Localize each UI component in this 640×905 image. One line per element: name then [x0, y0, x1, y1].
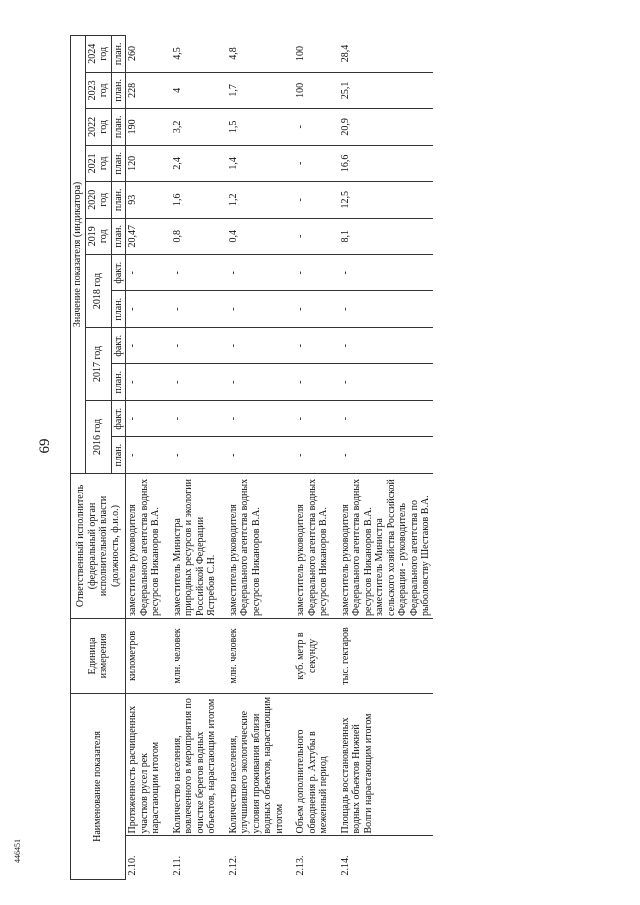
spacer-cell: [286, 182, 294, 218]
table-row: [126, 36, 163, 880]
value-cell: 4,8: [227, 36, 287, 73]
header-plan: план.: [111, 291, 126, 327]
value-cell: 100: [294, 72, 331, 108]
spacer-cell: [163, 145, 171, 181]
row-index: 2.12.: [227, 855, 239, 876]
value-cell: -: [339, 364, 433, 400]
spacer-cell: [331, 473, 339, 618]
header-year-2016: 2016 год: [85, 400, 111, 473]
value-cell: -: [294, 327, 331, 363]
spacer-cell: [219, 109, 227, 145]
spacer-cell: [331, 255, 339, 291]
spacer-cell: [286, 327, 294, 363]
table-row: [294, 36, 331, 880]
spacer-cell: [331, 145, 339, 181]
unit-cell: млн. человек: [171, 618, 219, 693]
value-cell: -: [126, 400, 163, 436]
row-spacer: [219, 36, 227, 880]
value-cell: 28,4: [339, 36, 433, 73]
spacer-cell: [219, 145, 227, 181]
value-cell: -: [294, 400, 331, 436]
header-unit: Единица измерения: [71, 618, 126, 693]
table-body: [126, 36, 433, 880]
spacer-cell: [219, 218, 227, 254]
spacer-cell: [163, 693, 171, 836]
value-cell: 1,4: [227, 145, 287, 181]
spacer-cell: [163, 255, 171, 291]
spacer-cell: [219, 473, 227, 618]
value-cell: -: [171, 400, 219, 436]
row-index: 2.13.: [295, 855, 306, 876]
value-cell: 20,9: [339, 109, 433, 145]
spacer-cell: [331, 291, 339, 327]
row-index: 2.10.: [127, 855, 138, 876]
spacer-cell: [219, 291, 227, 327]
value-cell: -: [171, 437, 219, 473]
document-id: 446451: [13, 839, 22, 863]
value-cell: -: [339, 327, 433, 363]
header-fact: факт.: [111, 255, 126, 291]
spacer-cell: [331, 437, 339, 473]
value-cell: -: [126, 255, 163, 291]
value-cell: 1,5: [227, 109, 287, 145]
spacer-cell: [163, 36, 171, 73]
spacer-cell: [163, 618, 171, 693]
value-cell: -: [227, 291, 287, 327]
spacer-cell: [331, 109, 339, 145]
value-cell: 260: [126, 36, 163, 73]
page-number: 69: [37, 438, 53, 454]
value-cell: -: [126, 364, 163, 400]
spacer-cell: [163, 291, 171, 327]
spacer-cell: [331, 693, 339, 836]
value-cell: 20,47: [126, 218, 163, 254]
header-plan: план.: [111, 182, 126, 218]
row-index: 2.14.: [339, 855, 351, 876]
spacer-cell: [331, 400, 339, 436]
responsible-cell: заместитель Министра природных ресурсов и экологии Российской Федерации Ястребов С.Н.: [171, 473, 219, 618]
header-plan: план.: [111, 437, 126, 473]
value-cell: -: [126, 437, 163, 473]
indicator-name: Количество населения, улучшившего экологические условия проживания вблизи водных объектов, нарастающим итогом: [227, 693, 287, 836]
row-spacer: [331, 36, 339, 880]
header-plan: план.: [111, 72, 126, 108]
spacer-cell: [286, 693, 294, 836]
spacer-cell: [219, 400, 227, 436]
spacer-cell: [286, 364, 294, 400]
header-responsible: Ответственный исполнитель (федеральный орган исполнительной власти (должность, ф.и.о.): [71, 473, 126, 618]
spacer-cell: [163, 473, 171, 618]
spacer-cell: [286, 218, 294, 254]
value-cell: 3,2: [171, 109, 219, 145]
header-name: Наименование показателя: [71, 693, 126, 879]
value-cell: 4,5: [171, 36, 219, 73]
value-cell: 1,6: [171, 182, 219, 218]
row-spacer: [163, 36, 171, 880]
spacer-cell: [286, 72, 294, 108]
spacer-cell: [286, 836, 294, 880]
value-cell: -: [126, 291, 163, 327]
row-index: 2.11.: [171, 855, 183, 876]
spacer-cell: [331, 36, 339, 73]
row-spacer: [286, 36, 294, 880]
header-year-2018: 2018 год: [85, 255, 111, 328]
unit-cell: млн. человек: [227, 618, 287, 693]
spacer-cell: [219, 836, 227, 880]
value-cell: -: [339, 437, 433, 473]
spacer-cell: [286, 36, 294, 73]
spacer-cell: [163, 72, 171, 108]
header-plan: план.: [111, 364, 126, 400]
value-cell: -: [227, 364, 287, 400]
spacer-cell: [219, 437, 227, 473]
spacer-cell: [219, 618, 227, 693]
value-cell: 93: [126, 182, 163, 218]
spacer-cell: [219, 72, 227, 108]
responsible-cell: заместитель руководителя Федерального агентства водных ресурсов Никаноров В.А.: [294, 473, 331, 618]
value-cell: -: [171, 364, 219, 400]
header-plan: план.: [111, 109, 126, 145]
spacer-cell: [286, 618, 294, 693]
spacer-cell: [331, 327, 339, 363]
value-cell: -: [171, 327, 219, 363]
value-cell: 0,4: [227, 218, 287, 254]
value-cell: 2,4: [171, 145, 219, 181]
table-row: [171, 36, 219, 880]
value-cell: -: [126, 327, 163, 363]
spacer-cell: [331, 218, 339, 254]
header-year-2023: 2023 год: [85, 72, 111, 108]
spacer-cell: [219, 327, 227, 363]
value-cell: 16,6: [339, 145, 433, 181]
spacer-cell: [286, 400, 294, 436]
spacer-cell: [286, 437, 294, 473]
header-plan: план.: [111, 218, 126, 254]
value-cell: -: [294, 437, 331, 473]
value-cell: -: [227, 400, 287, 436]
spacer-cell: [331, 364, 339, 400]
spacer-cell: [163, 400, 171, 436]
value-cell: -: [294, 218, 331, 254]
spacer-cell: [219, 364, 227, 400]
value-cell: -: [294, 255, 331, 291]
value-cell: -: [294, 145, 331, 181]
value-cell: -: [227, 437, 287, 473]
header-fact: факт.: [111, 327, 126, 363]
value-cell: 1,2: [227, 182, 287, 218]
spacer-cell: [163, 437, 171, 473]
spacer-cell: [286, 109, 294, 145]
value-cell: -: [339, 291, 433, 327]
value-cell: 190: [126, 109, 163, 145]
indicator-table-container: [70, 35, 570, 880]
unit-cell: тыс. гектаров: [339, 618, 433, 693]
spacer-cell: [163, 836, 171, 880]
spacer-cell: [163, 182, 171, 218]
header-year-2024: 2024 год: [85, 36, 111, 73]
spacer-cell: [163, 218, 171, 254]
header-fact: факт.: [111, 400, 126, 436]
indicator-name: Протяженность расчищенных участков русел рек нарастающим итогом: [126, 693, 163, 836]
responsible-cell: заместитель руководителя Федерального агентства водных ресурсов Никаноров В.А.: [227, 473, 287, 618]
value-cell: -: [294, 182, 331, 218]
value-cell: -: [171, 291, 219, 327]
spacer-cell: [286, 145, 294, 181]
value-cell: 4: [171, 72, 219, 108]
spacer-cell: [163, 109, 171, 145]
header-plan: план.: [111, 36, 126, 73]
indicator-name: Количество населения, вовлеченного в мероприятия по очистке берегов водных объектов, нарастающим итогом: [171, 693, 219, 836]
indicator-name: Площадь восстановленных водных объектов Нижней Волги нарастающим итогом: [339, 693, 433, 836]
value-cell: 100: [294, 36, 331, 73]
value-cell: 1,7: [227, 72, 287, 108]
unit-cell: куб. метр в секунду: [294, 618, 331, 693]
indicator-name: Объем дополнительного обводнения р. Ахтубы в меженный период: [294, 693, 331, 836]
value-cell: 12,5: [339, 182, 433, 218]
spacer-cell: [331, 182, 339, 218]
header-year-2017: 2017 год: [85, 327, 111, 400]
spacer-cell: [286, 473, 294, 618]
value-cell: -: [227, 327, 287, 363]
spacer-cell: [286, 255, 294, 291]
value-cell: 228: [126, 72, 163, 108]
value-cell: -: [294, 109, 331, 145]
value-cell: -: [294, 364, 331, 400]
header-year-2022: 2022 год: [85, 109, 111, 145]
responsible-cell: заместитель руководителя Федерального агентства водных ресурсов Никаноров В.А.: [126, 473, 163, 618]
table-row: [227, 36, 287, 880]
unit-cell: километров: [126, 618, 163, 693]
value-cell: -: [339, 255, 433, 291]
spacer-cell: [331, 72, 339, 108]
spacer-cell: [163, 327, 171, 363]
spacer-cell: [219, 693, 227, 836]
table-row: [339, 36, 433, 880]
header-year-2020: 2020 год: [85, 182, 111, 218]
value-cell: -: [339, 400, 433, 436]
responsible-cell: заместитель руководителя Федерального агентства водных ресурсов Никаноров В.А. заместитель Министра сельского хозяйства Российской Федерации - руководитель Федерального агентства по рыболовству Шестаков В.А.: [339, 473, 433, 618]
value-cell: 120: [126, 145, 163, 181]
spacer-cell: [219, 36, 227, 73]
indicator-table: [70, 35, 433, 880]
value-cell: 25,1: [339, 72, 433, 108]
spacer-cell: [331, 618, 339, 693]
value-cell: 0,8: [171, 218, 219, 254]
spacer-cell: [219, 182, 227, 218]
value-cell: -: [294, 291, 331, 327]
header-year-2021: 2021 год: [85, 145, 111, 181]
spacer-cell: [163, 364, 171, 400]
value-cell: -: [171, 255, 219, 291]
spacer-cell: [331, 836, 339, 880]
table-header: [71, 36, 126, 880]
value-cell: -: [227, 255, 287, 291]
header-values-group: Значение показателя (индикатора): [71, 36, 86, 474]
spacer-cell: [219, 255, 227, 291]
spacer-cell: [286, 291, 294, 327]
header-plan: план.: [111, 145, 126, 181]
value-cell: 8,1: [339, 218, 433, 254]
header-year-2019: 2019 год: [85, 218, 111, 254]
